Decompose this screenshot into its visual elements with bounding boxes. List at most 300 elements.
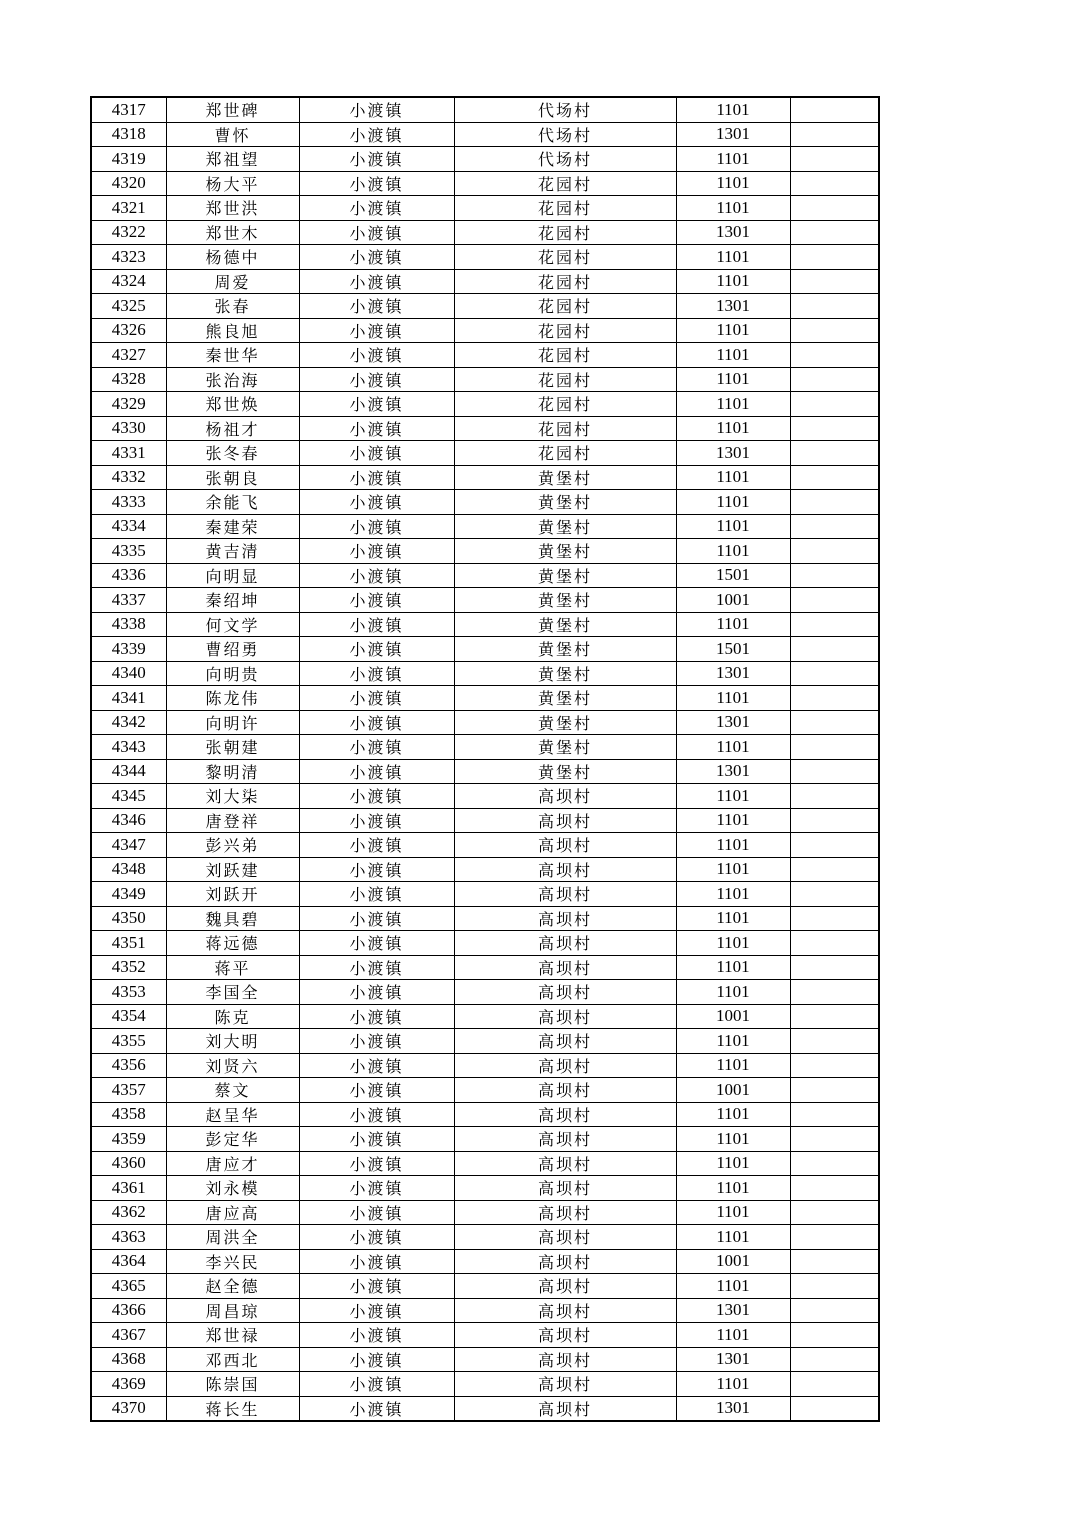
note-cell	[790, 1323, 879, 1348]
row-number-cell: 4345	[91, 784, 166, 809]
note-cell	[790, 441, 879, 466]
row-number-cell: 4354	[91, 1004, 166, 1029]
town-cell: 小渡镇	[299, 122, 454, 147]
table-row	[91, 220, 879, 245]
town-cell: 小渡镇	[299, 955, 454, 980]
town-cell: 小渡镇	[299, 1053, 454, 1078]
note-cell	[790, 392, 879, 417]
note-cell	[790, 318, 879, 343]
table-row	[91, 343, 879, 368]
note-cell	[790, 1298, 879, 1323]
note-cell	[790, 882, 879, 907]
person-name-cell: 余能飞	[166, 490, 299, 515]
person-name-cell: 陈龙伟	[166, 686, 299, 711]
table-row	[91, 1298, 879, 1323]
code-cell: 1101	[676, 735, 790, 760]
table-row	[91, 171, 879, 196]
code-cell: 1001	[676, 1078, 790, 1103]
table-row	[91, 1151, 879, 1176]
village-cell: 黄堡村	[454, 759, 676, 784]
person-name-cell: 周昌琼	[166, 1298, 299, 1323]
code-cell: 1501	[676, 563, 790, 588]
roster-table-body	[91, 97, 879, 1421]
table-row	[91, 269, 879, 294]
note-cell	[790, 196, 879, 221]
table-row	[91, 490, 879, 515]
row-number-cell: 4358	[91, 1102, 166, 1127]
code-cell: 1301	[676, 1347, 790, 1372]
row-number-cell: 4319	[91, 147, 166, 172]
table-row	[91, 147, 879, 172]
village-cell: 高坝村	[454, 1200, 676, 1225]
table-row	[91, 1127, 879, 1152]
town-cell: 小渡镇	[299, 857, 454, 882]
note-cell	[790, 906, 879, 931]
person-name-cell: 郑祖望	[166, 147, 299, 172]
table-row	[91, 906, 879, 931]
person-name-cell: 周爱	[166, 269, 299, 294]
village-cell: 黄堡村	[454, 514, 676, 539]
note-cell	[790, 1176, 879, 1201]
row-number-cell: 4321	[91, 196, 166, 221]
row-number-cell: 4334	[91, 514, 166, 539]
village-cell: 黄堡村	[454, 539, 676, 564]
row-number-cell: 4363	[91, 1225, 166, 1250]
village-cell: 高坝村	[454, 906, 676, 931]
town-cell: 小渡镇	[299, 245, 454, 270]
town-cell: 小渡镇	[299, 686, 454, 711]
town-cell: 小渡镇	[299, 1151, 454, 1176]
note-cell	[790, 416, 879, 441]
note-cell	[790, 612, 879, 637]
village-cell: 花园村	[454, 318, 676, 343]
row-number-cell: 4323	[91, 245, 166, 270]
code-cell: 1101	[676, 1323, 790, 1348]
person-name-cell: 张朝良	[166, 465, 299, 490]
person-name-cell: 蔡文	[166, 1078, 299, 1103]
village-cell: 高坝村	[454, 857, 676, 882]
code-cell: 1101	[676, 955, 790, 980]
town-cell: 小渡镇	[299, 1323, 454, 1348]
person-name-cell: 蒋长生	[166, 1396, 299, 1421]
table-row	[91, 1372, 879, 1397]
town-cell: 小渡镇	[299, 784, 454, 809]
person-name-cell: 向明显	[166, 563, 299, 588]
code-cell: 1101	[676, 343, 790, 368]
row-number-cell: 4329	[91, 392, 166, 417]
table-row	[91, 1176, 879, 1201]
row-number-cell: 4330	[91, 416, 166, 441]
note-cell	[790, 122, 879, 147]
row-number-cell: 4325	[91, 294, 166, 319]
town-cell: 小渡镇	[299, 1029, 454, 1054]
person-name-cell: 李兴民	[166, 1249, 299, 1274]
village-cell: 高坝村	[454, 1029, 676, 1054]
table-row	[91, 686, 879, 711]
table-row	[91, 392, 879, 417]
town-cell: 小渡镇	[299, 1176, 454, 1201]
town-cell: 小渡镇	[299, 588, 454, 613]
person-name-cell: 张治海	[166, 367, 299, 392]
village-cell: 花园村	[454, 269, 676, 294]
person-name-cell: 周洪全	[166, 1225, 299, 1250]
table-row	[91, 710, 879, 735]
note-cell	[790, 220, 879, 245]
note-cell	[790, 784, 879, 809]
row-number-cell: 4364	[91, 1249, 166, 1274]
code-cell: 1101	[676, 784, 790, 809]
table-row	[91, 612, 879, 637]
note-cell	[790, 686, 879, 711]
code-cell: 1501	[676, 637, 790, 662]
note-cell	[790, 1200, 879, 1225]
town-cell: 小渡镇	[299, 97, 454, 122]
code-cell: 1101	[676, 1102, 790, 1127]
person-name-cell: 杨大平	[166, 171, 299, 196]
village-cell: 高坝村	[454, 833, 676, 858]
village-cell: 高坝村	[454, 955, 676, 980]
town-cell: 小渡镇	[299, 1396, 454, 1421]
note-cell	[790, 1053, 879, 1078]
person-name-cell: 陈克	[166, 1004, 299, 1029]
person-name-cell: 曹怀	[166, 122, 299, 147]
table-row	[91, 759, 879, 784]
note-cell	[790, 1078, 879, 1103]
town-cell: 小渡镇	[299, 931, 454, 956]
village-cell: 高坝村	[454, 1249, 676, 1274]
town-cell: 小渡镇	[299, 196, 454, 221]
village-cell: 黄堡村	[454, 637, 676, 662]
code-cell: 1101	[676, 245, 790, 270]
table-row	[91, 1323, 879, 1348]
person-name-cell: 杨德中	[166, 245, 299, 270]
village-cell: 代场村	[454, 122, 676, 147]
town-cell: 小渡镇	[299, 441, 454, 466]
town-cell: 小渡镇	[299, 490, 454, 515]
code-cell: 1101	[676, 857, 790, 882]
table-row	[91, 367, 879, 392]
table-row	[91, 931, 879, 956]
row-number-cell: 4360	[91, 1151, 166, 1176]
code-cell: 1301	[676, 1298, 790, 1323]
code-cell: 1101	[676, 808, 790, 833]
person-name-cell: 张冬春	[166, 441, 299, 466]
town-cell: 小渡镇	[299, 1200, 454, 1225]
person-name-cell: 郑世焕	[166, 392, 299, 417]
table-row	[91, 784, 879, 809]
person-name-cell: 熊良旭	[166, 318, 299, 343]
person-name-cell: 黎明清	[166, 759, 299, 784]
town-cell: 小渡镇	[299, 416, 454, 441]
row-number-cell: 4344	[91, 759, 166, 784]
town-cell: 小渡镇	[299, 220, 454, 245]
town-cell: 小渡镇	[299, 882, 454, 907]
note-cell	[790, 171, 879, 196]
code-cell: 1001	[676, 1249, 790, 1274]
code-cell: 1101	[676, 97, 790, 122]
person-name-cell: 秦绍坤	[166, 588, 299, 613]
note-cell	[790, 857, 879, 882]
village-cell: 黄堡村	[454, 686, 676, 711]
village-cell: 高坝村	[454, 1127, 676, 1152]
code-cell: 1101	[676, 906, 790, 931]
row-number-cell: 4339	[91, 637, 166, 662]
code-cell: 1301	[676, 661, 790, 686]
table-row	[91, 196, 879, 221]
row-number-cell: 4340	[91, 661, 166, 686]
village-cell: 高坝村	[454, 931, 676, 956]
table-row	[91, 637, 879, 662]
note-cell	[790, 1029, 879, 1054]
town-cell: 小渡镇	[299, 637, 454, 662]
code-cell: 1101	[676, 1151, 790, 1176]
table-row	[91, 441, 879, 466]
code-cell: 1301	[676, 710, 790, 735]
row-number-cell: 4348	[91, 857, 166, 882]
town-cell: 小渡镇	[299, 294, 454, 319]
code-cell: 1101	[676, 1200, 790, 1225]
code-cell: 1001	[676, 588, 790, 613]
town-cell: 小渡镇	[299, 1298, 454, 1323]
row-number-cell: 4355	[91, 1029, 166, 1054]
table-row	[91, 563, 879, 588]
row-number-cell: 4353	[91, 980, 166, 1005]
note-cell	[790, 490, 879, 515]
town-cell: 小渡镇	[299, 1347, 454, 1372]
person-name-cell: 彭定华	[166, 1127, 299, 1152]
town-cell: 小渡镇	[299, 1102, 454, 1127]
code-cell: 1101	[676, 269, 790, 294]
village-cell: 花园村	[454, 392, 676, 417]
person-name-cell: 向明许	[166, 710, 299, 735]
note-cell	[790, 245, 879, 270]
row-number-cell: 4352	[91, 955, 166, 980]
village-cell: 黄堡村	[454, 490, 676, 515]
person-name-cell: 彭兴弟	[166, 833, 299, 858]
table-row	[91, 833, 879, 858]
note-cell	[790, 1127, 879, 1152]
table-row	[91, 1396, 879, 1421]
person-name-cell: 刘贤六	[166, 1053, 299, 1078]
note-cell	[790, 1004, 879, 1029]
village-cell: 花园村	[454, 441, 676, 466]
table-row	[91, 1200, 879, 1225]
code-cell: 1101	[676, 367, 790, 392]
town-cell: 小渡镇	[299, 563, 454, 588]
table-row	[91, 514, 879, 539]
row-number-cell: 4365	[91, 1274, 166, 1299]
person-name-cell: 张朝建	[166, 735, 299, 760]
row-number-cell: 4366	[91, 1298, 166, 1323]
person-name-cell: 秦建荣	[166, 514, 299, 539]
village-cell: 黄堡村	[454, 465, 676, 490]
row-number-cell: 4338	[91, 612, 166, 637]
row-number-cell: 4341	[91, 686, 166, 711]
row-number-cell: 4328	[91, 367, 166, 392]
village-cell: 高坝村	[454, 1102, 676, 1127]
table-row	[91, 980, 879, 1005]
table-row	[91, 1347, 879, 1372]
village-cell: 花园村	[454, 367, 676, 392]
code-cell: 1101	[676, 1372, 790, 1397]
village-cell: 高坝村	[454, 1004, 676, 1029]
note-cell	[790, 465, 879, 490]
code-cell: 1101	[676, 931, 790, 956]
village-cell: 高坝村	[454, 882, 676, 907]
code-cell: 1101	[676, 980, 790, 1005]
person-name-cell: 曹绍勇	[166, 637, 299, 662]
code-cell: 1301	[676, 759, 790, 784]
person-name-cell: 赵呈华	[166, 1102, 299, 1127]
table-row	[91, 1004, 879, 1029]
row-number-cell: 4357	[91, 1078, 166, 1103]
code-cell: 1101	[676, 539, 790, 564]
town-cell: 小渡镇	[299, 612, 454, 637]
code-cell: 1101	[676, 1225, 790, 1250]
town-cell: 小渡镇	[299, 808, 454, 833]
note-cell	[790, 294, 879, 319]
town-cell: 小渡镇	[299, 1004, 454, 1029]
code-cell: 1101	[676, 196, 790, 221]
row-number-cell: 4346	[91, 808, 166, 833]
row-number-cell: 4332	[91, 465, 166, 490]
town-cell: 小渡镇	[299, 1225, 454, 1250]
code-cell: 1101	[676, 514, 790, 539]
row-number-cell: 4347	[91, 833, 166, 858]
code-cell: 1101	[676, 147, 790, 172]
table-row	[91, 318, 879, 343]
row-number-cell: 4318	[91, 122, 166, 147]
row-number-cell: 4359	[91, 1127, 166, 1152]
person-name-cell: 唐应高	[166, 1200, 299, 1225]
code-cell: 1101	[676, 1053, 790, 1078]
code-cell: 1301	[676, 220, 790, 245]
town-cell: 小渡镇	[299, 1274, 454, 1299]
note-cell	[790, 710, 879, 735]
person-name-cell: 蒋远德	[166, 931, 299, 956]
person-name-cell: 刘大柒	[166, 784, 299, 809]
village-cell: 高坝村	[454, 1323, 676, 1348]
town-cell: 小渡镇	[299, 906, 454, 931]
village-cell: 高坝村	[454, 1396, 676, 1421]
person-name-cell: 李国全	[166, 980, 299, 1005]
town-cell: 小渡镇	[299, 318, 454, 343]
town-cell: 小渡镇	[299, 661, 454, 686]
row-number-cell: 4362	[91, 1200, 166, 1225]
row-number-cell: 4331	[91, 441, 166, 466]
note-cell	[790, 539, 879, 564]
village-cell: 黄堡村	[454, 710, 676, 735]
village-cell: 花园村	[454, 294, 676, 319]
town-cell: 小渡镇	[299, 1127, 454, 1152]
row-number-cell: 4327	[91, 343, 166, 368]
note-cell	[790, 1102, 879, 1127]
row-number-cell: 4350	[91, 906, 166, 931]
code-cell: 1301	[676, 1396, 790, 1421]
note-cell	[790, 931, 879, 956]
table-row	[91, 857, 879, 882]
note-cell	[790, 759, 879, 784]
note-cell	[790, 1347, 879, 1372]
note-cell	[790, 980, 879, 1005]
row-number-cell: 4361	[91, 1176, 166, 1201]
village-cell: 黄堡村	[454, 563, 676, 588]
table-row	[91, 1029, 879, 1054]
note-cell	[790, 563, 879, 588]
town-cell: 小渡镇	[299, 269, 454, 294]
village-cell: 高坝村	[454, 980, 676, 1005]
person-name-cell: 郑世碑	[166, 97, 299, 122]
person-name-cell: 刘跃开	[166, 882, 299, 907]
town-cell: 小渡镇	[299, 1249, 454, 1274]
person-name-cell: 唐登祥	[166, 808, 299, 833]
village-cell: 高坝村	[454, 1225, 676, 1250]
code-cell: 1101	[676, 1029, 790, 1054]
code-cell: 1101	[676, 833, 790, 858]
note-cell	[790, 1372, 879, 1397]
code-cell: 1301	[676, 294, 790, 319]
person-name-cell: 蒋平	[166, 955, 299, 980]
person-name-cell: 陈崇国	[166, 1372, 299, 1397]
village-cell: 黄堡村	[454, 612, 676, 637]
village-cell: 花园村	[454, 171, 676, 196]
table-row	[91, 122, 879, 147]
code-cell: 1101	[676, 1274, 790, 1299]
person-name-cell: 何文学	[166, 612, 299, 637]
note-cell	[790, 1274, 879, 1299]
code-cell: 1101	[676, 490, 790, 515]
row-number-cell: 4356	[91, 1053, 166, 1078]
town-cell: 小渡镇	[299, 1372, 454, 1397]
town-cell: 小渡镇	[299, 343, 454, 368]
note-cell	[790, 833, 879, 858]
note-cell	[790, 97, 879, 122]
note-cell	[790, 1396, 879, 1421]
village-cell: 花园村	[454, 220, 676, 245]
village-cell: 花园村	[454, 245, 676, 270]
table-row	[91, 1053, 879, 1078]
note-cell	[790, 514, 879, 539]
row-number-cell: 4349	[91, 882, 166, 907]
note-cell	[790, 588, 879, 613]
village-cell: 黄堡村	[454, 661, 676, 686]
row-number-cell: 4342	[91, 710, 166, 735]
note-cell	[790, 147, 879, 172]
table-row	[91, 1249, 879, 1274]
row-number-cell: 4343	[91, 735, 166, 760]
row-number-cell: 4368	[91, 1347, 166, 1372]
person-name-cell: 郑世木	[166, 220, 299, 245]
village-cell: 高坝村	[454, 1347, 676, 1372]
village-cell: 代场村	[454, 147, 676, 172]
note-cell	[790, 1249, 879, 1274]
table-row	[91, 1225, 879, 1250]
person-name-cell: 魏具碧	[166, 906, 299, 931]
code-cell: 1001	[676, 1004, 790, 1029]
town-cell: 小渡镇	[299, 514, 454, 539]
row-number-cell: 4337	[91, 588, 166, 613]
code-cell: 1101	[676, 1127, 790, 1152]
table-row	[91, 416, 879, 441]
code-cell: 1101	[676, 392, 790, 417]
town-cell: 小渡镇	[299, 147, 454, 172]
table-row	[91, 1078, 879, 1103]
village-cell: 花园村	[454, 343, 676, 368]
code-cell: 1301	[676, 441, 790, 466]
table-row	[91, 955, 879, 980]
table-row	[91, 97, 879, 122]
town-cell: 小渡镇	[299, 759, 454, 784]
